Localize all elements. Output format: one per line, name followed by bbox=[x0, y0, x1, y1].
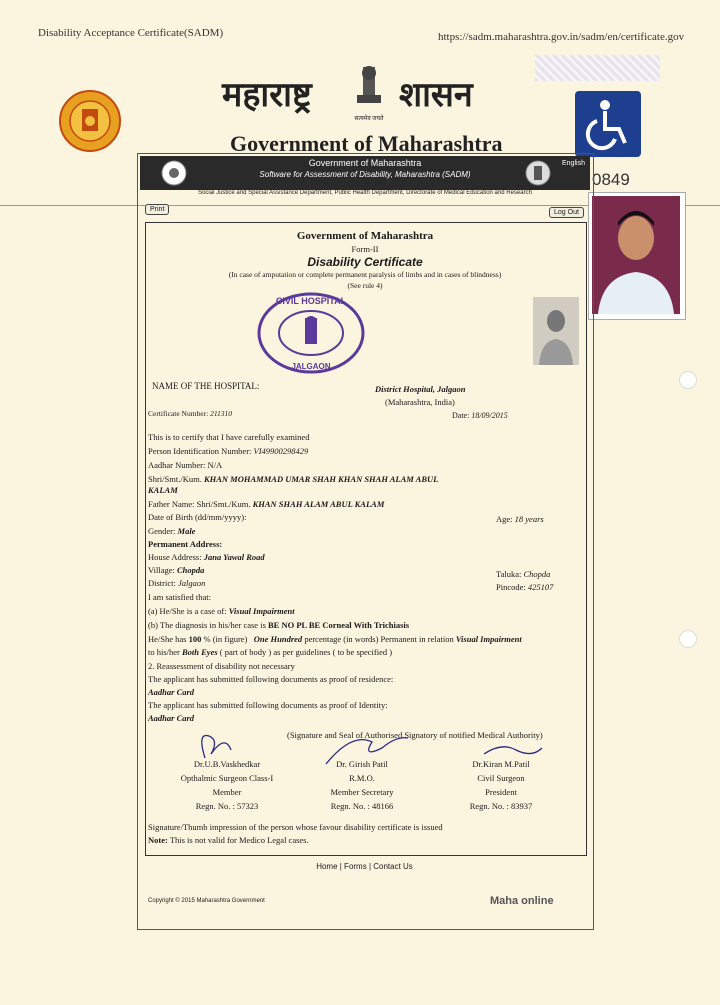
signatory-position: Member bbox=[212, 787, 242, 797]
ashoka-emblem-icon bbox=[351, 63, 387, 115]
cert-date: Date: 18/09/2015 bbox=[452, 411, 508, 420]
satisfied-line: I am satisfied that: bbox=[148, 592, 212, 602]
signatory-position: Member Secretary bbox=[330, 787, 394, 797]
photo-frame bbox=[588, 192, 686, 320]
cert-number: Certificate Number: 211310 bbox=[148, 409, 233, 418]
page-title: Disability Acceptance Certificate(SADM) bbox=[38, 27, 224, 39]
signatory-name: Dr.U.B.Vaskhedkar bbox=[193, 759, 261, 769]
language-link[interactable]: English bbox=[562, 160, 585, 167]
signatory-2 bbox=[307, 759, 417, 811]
signatory-1 bbox=[172, 759, 282, 811]
pid-line: Person Identification Number: VI49900298429 bbox=[148, 446, 309, 456]
marathi-title-right: शासन bbox=[399, 75, 473, 115]
percentage-line: He/She has 100 % (in figure) One Hundred percentage (in words) Permanent in relation Visual Impairment bbox=[148, 634, 522, 644]
small-photo bbox=[533, 297, 579, 365]
residence-docs-line: The applicant has submitted following documents as proof of residence: bbox=[148, 674, 394, 684]
thumb-line: Signature/Thumb impression of the person whose favour disability certificate is issued bbox=[148, 822, 443, 832]
signatory-role: R.M.O. bbox=[349, 773, 375, 783]
copyright: Copyright © 2015 Maharashtra Government bbox=[148, 898, 265, 904]
signatory-position: President bbox=[485, 787, 517, 797]
signatory-regn: Regn. No. : 48166 bbox=[330, 801, 394, 811]
logout-button[interactable]: Log Out bbox=[549, 207, 584, 218]
signatory-3 bbox=[446, 759, 556, 811]
cert-subtitle: (In case of amputation or complete permanent paralysis of limbs and in cases of blindness) bbox=[228, 270, 502, 279]
signatory-regn: Regn. No. : 57323 bbox=[195, 801, 259, 811]
hospital-state: (Maharashtra, India) bbox=[385, 397, 455, 407]
signatory-name: Dr.Kiran M.Patil bbox=[472, 759, 530, 769]
name-line: Shri/Smt./Kum. KHAN MOHAMMAD UMAR SHAH KHAN SHAH ALAM ABUL bbox=[148, 474, 439, 484]
punch-hole bbox=[679, 371, 697, 389]
portal-header-bar bbox=[140, 156, 590, 190]
signature-header: (Signature and Seal of Authorised Signatory of notified Medical Authority) bbox=[287, 730, 543, 740]
footer-logo: Maha online bbox=[490, 895, 554, 907]
address-label: Permanent Address: bbox=[148, 539, 223, 549]
case-line: (a) He/She is a case of: Visual Impairment bbox=[148, 606, 295, 616]
signatory-role: Opthalmic Surgeon Class-I bbox=[180, 773, 274, 783]
gov-logo-icon bbox=[524, 159, 552, 187]
punch-hole bbox=[679, 630, 697, 648]
signatory-role: Civil Surgeon bbox=[477, 773, 525, 783]
identity-docs-line: The applicant has submitted following documents as proof of Identity: bbox=[148, 700, 388, 710]
portal-bar-title: Government of Maharashtra bbox=[308, 158, 422, 168]
house-line: House Address: Jana Yawal Road bbox=[148, 552, 265, 562]
certify-line: This is to certify that I have carefully examined bbox=[148, 432, 310, 442]
footer-links[interactable]: Home | Forms | Contact Us bbox=[316, 862, 413, 871]
partial-number: 0849 bbox=[592, 170, 630, 189]
government-title: Government of Maharashtra bbox=[230, 131, 503, 156]
page-url: https://sadm.maharashtra.gov.in/sadm/en/certificate.gov bbox=[438, 31, 685, 43]
print-button[interactable]: Print bbox=[145, 204, 169, 215]
portal-bar-subtitle: Software for Assessment of Disability, Maharashtra (SADM) bbox=[259, 170, 471, 179]
hospital-name: District Hospital, Jalgaon bbox=[375, 384, 466, 394]
emblem-motto: सत्यमेव जयते bbox=[354, 116, 384, 122]
diagnosis-line: (b) The diagnosis in his/her case is BE NO PL BE Corneal With Trichiasis bbox=[148, 620, 410, 630]
signatory-regn: Regn. No. : 83937 bbox=[469, 801, 533, 811]
dob-line: Date of Birth (dd/mm/yyyy): bbox=[148, 512, 247, 522]
signatory-name: Dr. Girish Patil bbox=[336, 759, 388, 769]
cert-gov: Government of Maharashtra bbox=[296, 230, 434, 242]
age-line: Age: 18 years bbox=[496, 514, 544, 524]
pincode-line: Pincode: 425107 bbox=[496, 582, 554, 592]
father-line: Father Name: Shri/Smt./Kum. KHAN SHAH ALAM ABUL KALAM bbox=[148, 499, 385, 509]
sadm-logo-icon bbox=[160, 159, 188, 187]
applicant-photo bbox=[592, 196, 680, 314]
cert-rule: (See rule 4) bbox=[347, 281, 383, 290]
taluka-line: Taluka: Chopda bbox=[496, 569, 551, 579]
residence-doc: Aadhar Card bbox=[148, 687, 195, 697]
maharashtra-seal-icon bbox=[58, 89, 122, 153]
cert-form: Form-II bbox=[351, 244, 379, 254]
hospital-label: NAME OF THE HOSPITAL: bbox=[152, 381, 260, 391]
name-line-2: KALAM bbox=[148, 485, 178, 495]
limb-line: to his/her Both Eyes ( part of body ) as per guidelines ( to be specified ) bbox=[148, 647, 393, 657]
seal-top-text: CIVIL HOSPITAL bbox=[275, 296, 347, 306]
seal-bottom-text: JALGAON bbox=[291, 362, 331, 371]
district-line: District: Jalgaon bbox=[148, 578, 206, 588]
cert-title: Disability Certificate bbox=[307, 255, 423, 269]
gender-line: Gender: Male bbox=[148, 526, 196, 536]
department-line: Social Justice and Special Assistance Department, Public Health Department, Directorate of Medical Education and Research bbox=[198, 190, 532, 196]
note-line: Note: This is not valid for Medico Legal cases. bbox=[148, 835, 309, 845]
reassess-line: 2. Reassessment of disability not necessary bbox=[148, 661, 295, 671]
wheelchair-icon bbox=[575, 91, 641, 157]
watermark-strip bbox=[535, 55, 660, 81]
identity-doc: Aadhar Card bbox=[148, 713, 195, 723]
aadhar-line: Aadhar Number: N/A bbox=[148, 460, 223, 470]
village-line: Village: Chopda bbox=[148, 565, 205, 575]
marathi-title-left: महाराष्ट्र bbox=[222, 75, 312, 115]
